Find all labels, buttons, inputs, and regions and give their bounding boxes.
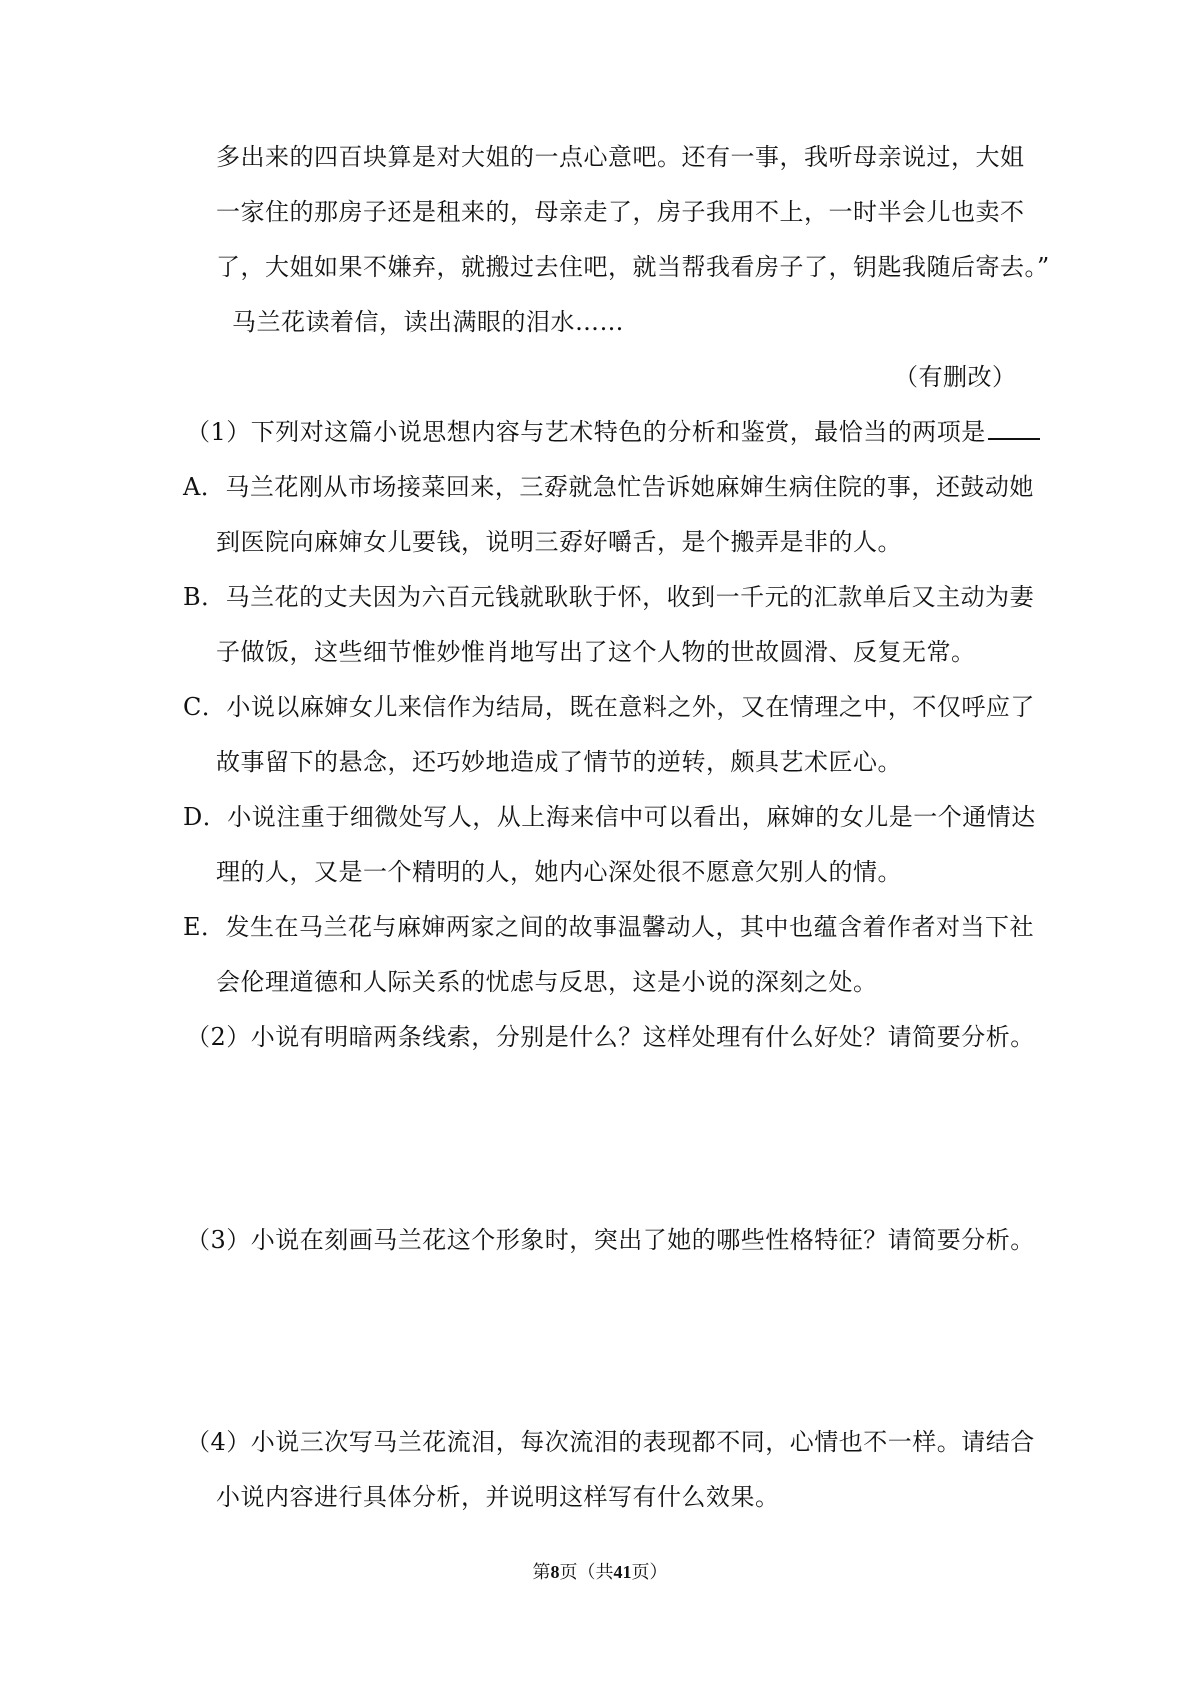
- option-d-text: 小说注重于细微处写人，从上海来信中可以看出，麻婶的女儿是一个通情达: [227, 803, 1036, 831]
- total-page-number: 41: [613, 1562, 632, 1582]
- option-b-label: B．: [183, 583, 226, 611]
- option-d-line-1: [183, 800, 1036, 834]
- option-d-line-2: 理的人，又是一个精明的人，她内心深处很不愿意欠别人的情。: [216, 858, 902, 886]
- option-d-label: D．: [183, 803, 228, 831]
- question-4-line-1: （4）小说三次写马兰花流泪，每次流泪的表现都不同，心情也不一样。请结合: [186, 1428, 1035, 1456]
- option-a-text: 马兰花刚从市场接菜回来，三孬就急忙告诉她麻婶生病住院的事，还鼓动她: [225, 473, 1034, 501]
- option-e-label: E．: [183, 913, 226, 941]
- question-4-line-2: 小说内容进行具体分析，并说明这样写有什么效果。: [216, 1483, 780, 1511]
- option-b-line-2: 子做饭，这些细节惟妙惟肖地写出了这个人物的世故圆滑、反复无常。: [216, 638, 976, 666]
- question-1-stem: [186, 415, 1040, 449]
- passage-line-4: 马兰花读着信，读出满眼的泪水……: [232, 308, 624, 336]
- passage-line-1: 多出来的四百块算是对大姐的一点心意吧。还有一事，我听母亲说过，大姐: [216, 143, 1025, 171]
- passage-line-2: 一家住的那房子还是租来的，母亲走了，房子我用不上，一时半会儿也卖不: [216, 198, 1025, 226]
- passage-note: （有删改）: [894, 363, 1017, 391]
- page-footer: [0, 1560, 1200, 1585]
- option-b-line-1: [183, 580, 1034, 614]
- option-e-text: 发生在马兰花与麻婶两家之间的故事温馨动人，其中也蕴含着作者对当下社: [225, 913, 1035, 941]
- question-3: （3）小说在刻画马兰花这个形象时，突出了她的哪些性格特征？请简要分析。: [186, 1226, 1035, 1254]
- option-a-line-1: [183, 470, 1034, 504]
- question-2: （2）小说有明暗两条线索，分别是什么？这样处理有什么好处？请简要分析。: [186, 1023, 1035, 1051]
- option-c-text: 小说以麻婶女儿来信作为结局，既在意料之外，又在情理之中，不仅呼应了: [226, 693, 1035, 721]
- option-a-label: A．: [183, 473, 226, 501]
- answer-blank: [988, 416, 1040, 440]
- option-b-text: 马兰花的丈夫因为六百元钱就耿耿于怀，收到一千元的汇款单后又主动为妻: [225, 583, 1035, 611]
- footer-middle: 页（共: [559, 1562, 614, 1583]
- footer-suffix: 页）: [631, 1562, 668, 1583]
- option-c-line-2: 故事留下的悬念，还巧妙地造成了情节的逆转，颇具艺术匠心。: [216, 748, 902, 776]
- passage-line-3: 了，大姐如果不嫌弃，就搬过去住吧，就当帮我看房子了，钥匙我随后寄去。”: [216, 253, 1050, 281]
- footer-prefix: 第: [532, 1562, 551, 1583]
- option-c-line-1: [183, 690, 1035, 724]
- option-c-label: C．: [183, 693, 227, 721]
- option-a-line-2: 到医院向麻婶女儿要钱，说明三孬好嚼舌，是个搬弄是非的人。: [216, 528, 902, 556]
- question-1-text: （1）下列对这篇小说思想内容与艺术特色的分析和鉴赏，最恰当的两项是: [186, 418, 986, 446]
- current-page-number: 8: [550, 1562, 560, 1582]
- option-e-line-2: 会伦理道德和人际关系的忧虑与反思，这是小说的深刻之处。: [216, 968, 878, 996]
- option-e-line-1: [183, 910, 1034, 944]
